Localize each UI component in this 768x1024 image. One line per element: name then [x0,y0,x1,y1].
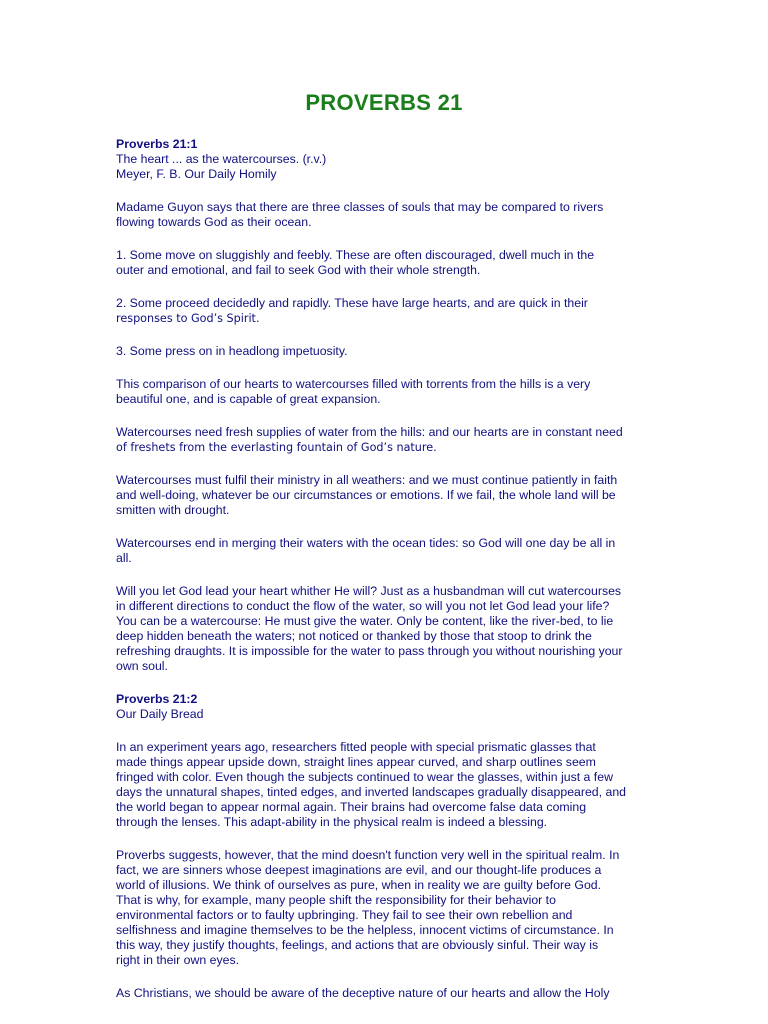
page-title: PROVERBS 21 [305,90,463,115]
text-line: smitten with drought. [116,503,230,517]
section-header [116,692,656,722]
text-line: Proverbs suggests, however, that the mind doesn't function very well in the spiritual realm. In [116,848,620,862]
text-line: refreshing draughts. It is impossible for the water to pass through you without nourishing your [116,644,623,658]
paragraph [116,986,656,1001]
section-subtitle: The heart ... as the watercourses. (r.v.) [116,152,327,166]
text-line: right in their own eyes. [116,953,240,967]
text-line: Watercourses must fulfil their ministry in all weathers: and we must continue patiently in faith [116,473,618,487]
text-line: This comparison of our hearts to watercourses filled with torrents from the hills is a very [116,377,591,391]
paragraph [116,344,656,359]
text-line: Watercourses end in merging their waters with the ocean tides: so God will one day be all in [116,536,616,550]
text-line: That is why, for example, many people shift the responsibility for their behavior to [116,893,556,907]
paragraph [116,425,656,455]
paragraph [116,248,656,278]
text-line: deep hidden beneath the waters; not noticed or thanked by those that stoop to drink the [116,629,592,643]
text-line: environmental factors or to faulty upbringing. They fail to see their own rebellion and [116,908,573,922]
text-line: through the lenses. This adapt-ability in the physical realm is indeed a blessing. [116,815,548,829]
document-body [116,137,656,1019]
text-line: 3. Some press on in headlong impetuosity. [116,344,348,358]
text-line: and well-doing, whatever be our circumstances or emotions. If we fail, the whole land will be [116,488,616,502]
text-line: outer and emotional, and fail to seek God with their whole strength. [116,263,481,277]
text-line: in different directions to conduct the flow of the water, so will you not let God lead your life? [116,599,610,613]
paragraph [116,584,656,674]
paragraph [116,377,656,407]
paragraph [116,200,656,230]
paragraph [116,740,656,830]
text-line: world of illusions. We think of ourselves as pure, when in reality we are guilty before God. [116,878,602,892]
text-line: own soul. [116,659,168,673]
text-line: flowing towards God as their ocean. [116,215,312,229]
text-line: In an experiment years ago, researchers fitted people with special prismatic glasses that [116,740,596,754]
text-line: Watercourses need fresh supplies of water from the hills: and our hearts are in constant need [116,425,623,439]
text-line: Madame Guyon says that there are three classes of souls that may be compared to rivers [116,200,604,214]
text-line: days the unnatural shapes, tinted edges, and inverted landscapes gradually disappeared, and [116,785,626,799]
section-subtitle: Meyer, F. B. Our Daily Homily [116,167,277,181]
text-line: responses to God’s Spirit. [116,312,260,325]
section-subtitle: Our Daily Bread [116,707,204,721]
text-line: the world began to appear normal again. Their brains had overcome false data coming [116,800,587,814]
text-line: Will you let God lead your heart whither He will? Just as a husbandman will cut watercourses [116,584,622,598]
paragraph [116,473,656,518]
paragraph [116,296,656,326]
text-line: fringed with color. Even though the subjects continued to wear the glasses, within just a few [116,770,613,784]
paragraph [116,536,656,566]
text-line: made things appear upside down, straight lines appear curved, and sharp outlines seem [116,755,596,769]
text-line: selfishness and imagine themselves to be the helpless, innocent victims of circumstance. In [116,923,614,937]
text-line: beautiful one, and is capable of great expansion. [116,392,381,406]
text-line: You can be a watercourse: He must give the water. Only be content, like the river-bed, to lie [116,614,614,628]
text-line: As Christians, we should be aware of the deceptive nature of our hearts and allow the Holy [116,986,610,1000]
paragraph [116,848,656,968]
text-line: this way, they justify thoughts, feelings, and actions that are obviously sinful. Their way is [116,938,599,952]
text-line: fact, we are sinners whose deepest imaginations are evil, and our thought-life produces a [116,863,602,877]
text-line: 2. Some proceed decidedly and rapidly. These have large hearts, and are quick in their [116,296,588,310]
text-line: 1. Some move on sluggishly and feebly. These are often discouraged, dwell much in the [116,248,595,262]
section-header [116,137,656,182]
text-line: of freshets from the everlasting fountain of God’s nature. [116,441,437,454]
section-heading: Proverbs 21:2 [116,692,198,706]
section-heading: Proverbs 21:1 [116,137,198,151]
text-line: all. [116,551,132,565]
